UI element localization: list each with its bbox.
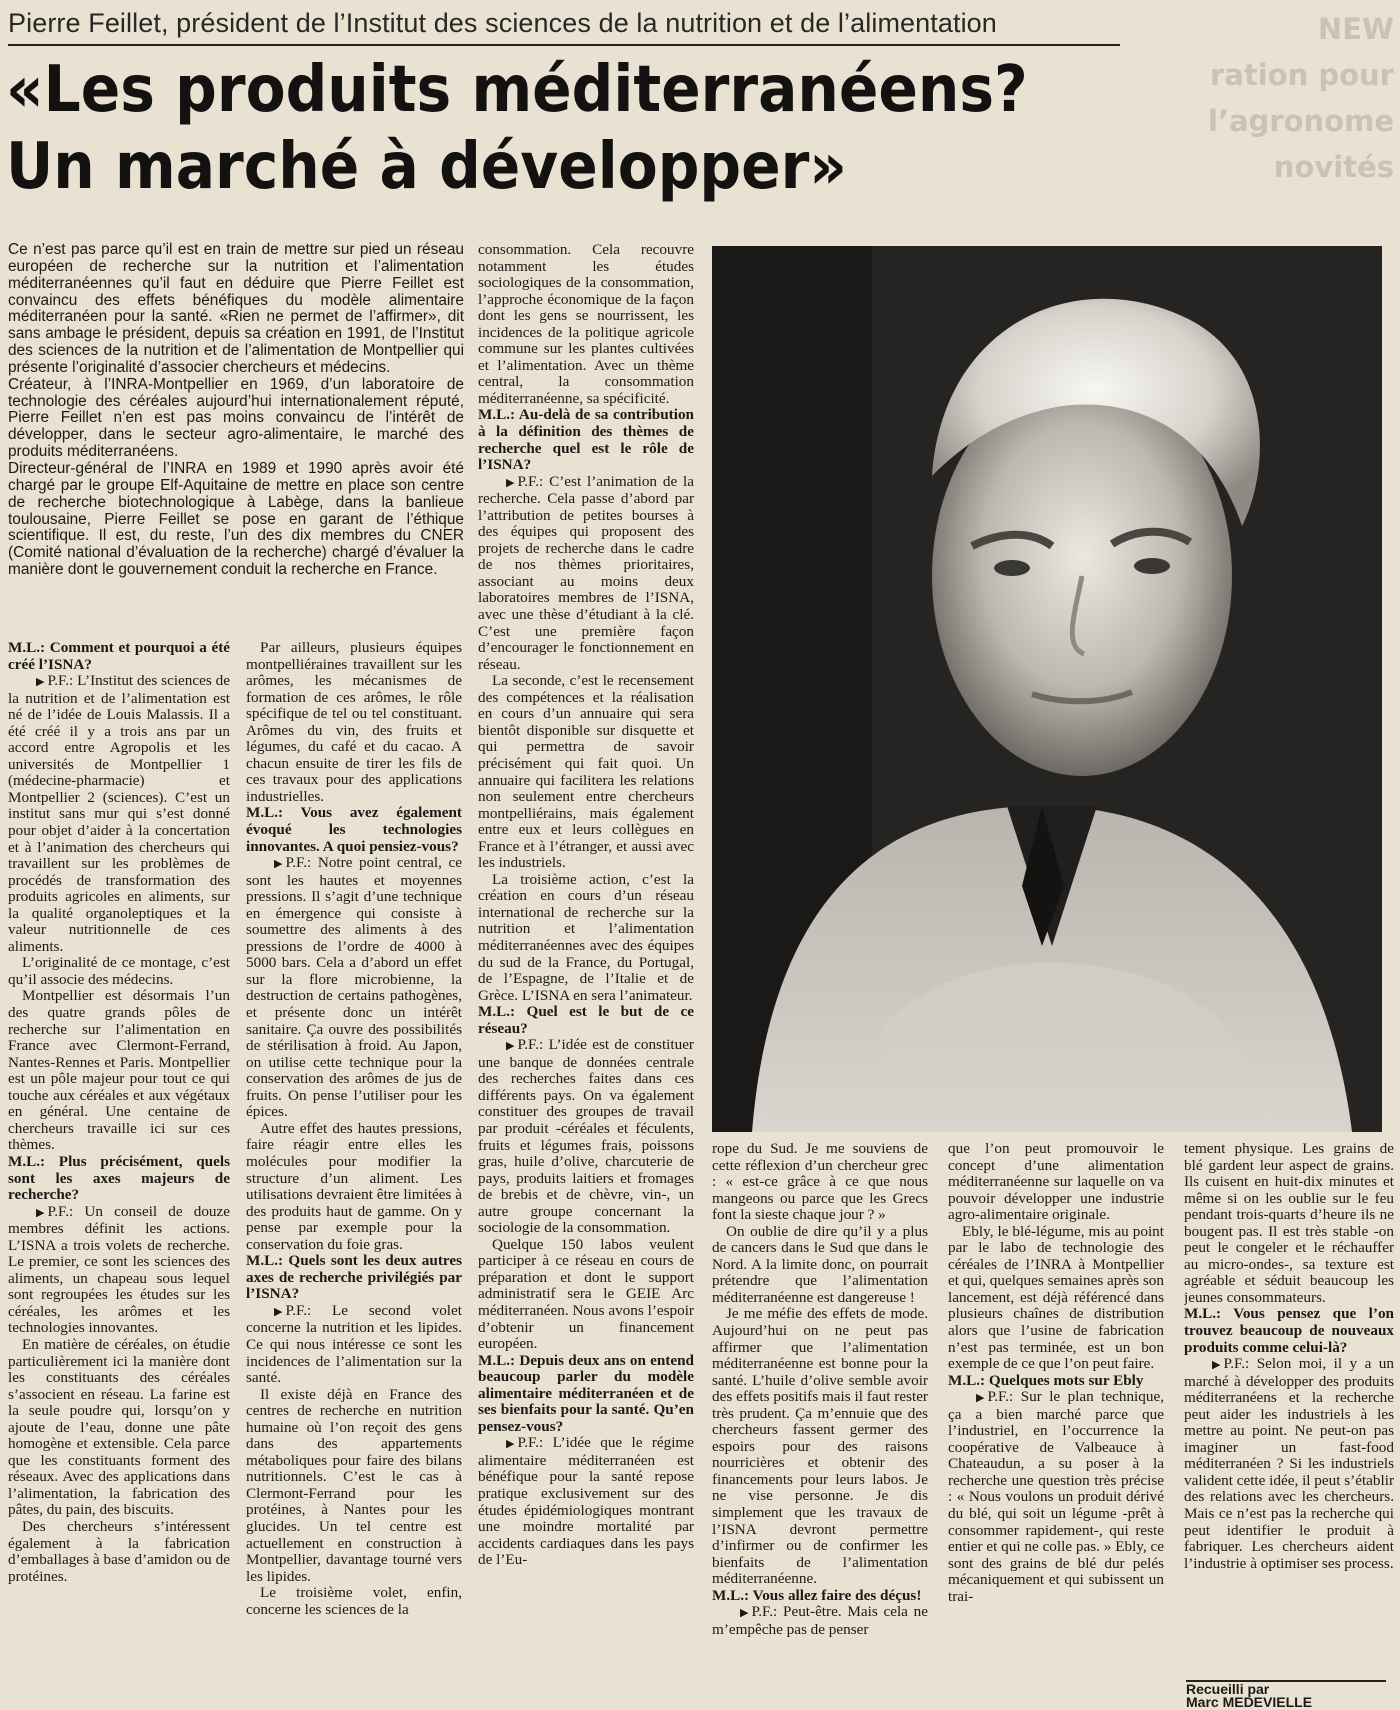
paragraph-text: Montpellier est désormais l’un des quatre grands pôles de recherche sur l’alimentation en France avec Clermont-Ferrand, Nantes-Rennes et Paris. Montpellier est un pôle majeur pour tout ce qui touche aux céréales et aux végétaux en général. Une centaine de chercheurs travaille ici sur ces thèmes. <box>8 987 230 1154</box>
byline <box>1186 1680 1386 1708</box>
paragraph-text: M.L.: Comment et pourquoi a été créé l’ISNA? <box>8 640 230 673</box>
ghost-line: ration pour <box>1210 58 1394 92</box>
interview-answer <box>478 1037 694 1237</box>
body-paragraph <box>478 872 694 1004</box>
paragraph-text: M.L.: Au-delà de sa contribution à la définition des thèmes de recherche quel est le rôle de l’ISNA? <box>478 406 694 474</box>
body-paragraph <box>8 1337 230 1519</box>
answer-marker-icon: ▶ <box>1212 1359 1221 1372</box>
paragraph-text: Ebly, le blé-légume, mis au point par le labo de technologie des céréales de l’INRA à Montpellier et qui, quelques semaines après son lancement, est déjà référencé dans plusieurs chaînes de distribution alors que l’usine de fabrication n’est pas terminée, est un bon exemple de ce que l’on peut faire. <box>948 1222 1164 1373</box>
paragraph-text: P.F.: Le second volet concerne la nutrition et les lipides. Ce qui nous intéresse ce sont les incidences de l’alimentation sur la santé. <box>246 1301 462 1387</box>
paragraph-text: Quelque 150 labos veulent participer à ce réseau en cours de préparation et dont le support administratif sera le GEIE Arc méditerranéen. Nous avons l’espoir d’obtenir un financement européen. <box>478 1235 694 1353</box>
paragraph-text: Il existe déjà en France des centres de recherche en nutrition humaine où l’on reçoit des gens dans des appartements métaboliques pour faire des bilans nutritionnels. C’est le cas à Clermont-Ferrand pour les protéines, à Nantes pour les glucides. Un tel centre est actuellement en construction à Montpellier, davantage tourné vers les lipides. <box>246 1385 462 1585</box>
body-paragraph <box>246 1121 462 1253</box>
paragraph-text: P.F.: Notre point central, ce sont les hautes et moyennes pressions. Il s’agit d’une technique en émergence qui consiste à soumettre des aliments à des pressions de l’ordre de 4000 à 5000 bars. Cela a d’abord un effet sur la flore microbienne, la destruction de certains pathogènes, et présente donc un intérêt sanitaire. Ça ouvre des possibilités de stérilisation à froid. Au Japon, on utilise cette technique pour la conservation des arômes de jus de fruits. On pense l’utiliser pour les épices. <box>246 854 462 1121</box>
paragraph-text: tement physique. Les grains de blé gardent leur aspect de grains. Ils cuisent en huit-dix minutes et même si on les oublie sur le feu pendant trois-quarts d’heure ils ne bougent pas. Il est très stable -on peut le congeler et le réchauffer au micro-ondes-, sa texture est agréable et séduit beaucoup les jeunes consommateurs. <box>1184 1141 1394 1306</box>
text-column-1 <box>8 640 230 1706</box>
paragraph-text: P.F.: Sur le plan technique, ça a bien marché parce que l’industriel, en l’occurrence la coopérative de Valbeauce à Chateaudun, a su poser à la recherche une question très précise : « Nous voulons un produit dérivé du blé, qui soit un légume -prêt à consommer rapidement-, qui reste entier et qui ne colle pas. » Ebly, ce sont des grains de blé dur pelés mécaniquement et qui subissent un trai- <box>948 1388 1164 1605</box>
paragraph-text: M.L.: Vous allez faire des déçus! <box>712 1586 922 1604</box>
interview-answer <box>246 1303 462 1387</box>
paragraph-text: En matière de céréales, on étudie particulièrement ici la manière dont les constituants des céréales s’associent en réseau. La farine est la seule poudre qui, lorsqu’on y ajoute de l’eau, donne une pâte homogène et extensible. Cela parce que les constituants forment des réseaux. Avec des applications dans l’alimentation, la fabrication des pâtes, du pain, des biscuits. <box>8 1335 230 1519</box>
interview-question <box>8 1154 230 1204</box>
interview-answer <box>478 1435 694 1568</box>
article-headline <box>6 52 1028 206</box>
paragraph-text: rope du Sud. Je me souviens de cette réflexion d’un chercheur grec : « est-ce grâce à ce que nous mangeons ou parce que les Grecs font la sieste chaque jour ? » <box>712 1141 928 1224</box>
paragraph-text: Autre effet des hautes pressions, faire réagir entre elles les molécules pour modifier la structure d’un aliment. Les utilisations devraient être limitées à des produits haut de gamme. On y pense par exemple pour la conservation du foie gras. <box>246 1119 462 1253</box>
headline-line-2: Un marché à développer» <box>6 130 847 204</box>
interview-answer <box>246 855 462 1121</box>
interview-question <box>712 1588 928 1605</box>
adjacent-article-bleed-through <box>1160 6 1394 228</box>
answer-marker-icon: ▶ <box>274 858 283 871</box>
paragraph-text: P.F.: C’est l’animation de la recherche. Cela passe d’abord par l’attribution de petites bourses à des équipes qui proposent des projets de recherche dans le cadre de nos thèmes prioritaires, associant au moins deux laboratoires membres de l’ISNA, avec une thèse d’étudiant à la clé. C’est une première façon d’encourager le fonctionnement en réseau. <box>478 472 694 673</box>
interview-question <box>246 1253 462 1303</box>
headline-line-1: «Les produits méditerranéens? <box>6 53 1028 127</box>
article-lead <box>8 242 464 628</box>
paragraph-text: M.L.: Quel est le but de ce réseau? <box>478 1003 694 1037</box>
body-paragraph <box>8 955 230 988</box>
body-paragraph <box>246 1387 462 1586</box>
ghost-line: novités <box>1273 150 1394 184</box>
paragraph-text: P.F.: Selon moi, il y a un marché à développer des produits méditerranéens et la recherche peut aider les industriels à les mettre au point. Ne peut-on pas imaginer un fast-food méditerranéen ? Si les industriels valident cette idée, il peut s’établir des relations avec les chercheurs. Mais ce n’est pas la recherche qui peut identifier le produit à fabriquer. Les chercheurs aident l’industrie à optimiser ses process. <box>1184 1355 1394 1572</box>
paragraph-text: Par ailleurs, plusieurs équipes montpelliéraines travaillent sur les arômes, les mécanismes de formation de ces arômes, le rôle spécifique de tel ou tel constituant. Arômes du vin, des fruits et légumes, du café et du cacao. A chacun ensuite de tirer les fils de ces travaux pour des applications industrielles. <box>246 640 462 805</box>
answer-marker-icon: ▶ <box>274 1305 283 1318</box>
paragraph-text: La troisième action, c’est la création en cours d’un réseau international de recherche sur la nutrition et l’alimentation méditerranéennes avec des équipes du sud de la France, du Portugal, de l’Espagne, de l’Italie et de Grèce. L’ISNA en sera l’animateur. <box>478 870 694 1004</box>
body-paragraph <box>712 1224 928 1307</box>
answer-marker-icon: ▶ <box>36 676 45 689</box>
paragraph-text: M.L.: Vous avez également évoqué les technologies innovantes. A quoi pensiez-vous? <box>246 804 462 855</box>
paragraph-text: M.L.: Plus précisément, quels sont les axes majeurs de recherche? <box>8 1152 230 1204</box>
interview-question <box>8 640 230 673</box>
interview-question <box>246 805 462 855</box>
body-paragraph <box>478 673 694 872</box>
continued-paragraph <box>1184 1141 1394 1306</box>
body-paragraph <box>948 1224 1164 1373</box>
paragraph-text: consommation. Cela recouvre notamment les études sociologiques de la consommation, l’approche économique de la façon dont les gens se nourrissent, les incidences de la politique agricole commune sur les plantes cultivées et l’alimentation. Avec un thème central, la consommation méditerranéenne, sa spécificité. <box>478 242 694 407</box>
body-paragraph <box>8 988 230 1153</box>
body-paragraph <box>246 1585 462 1618</box>
text-column-2 <box>246 640 462 1706</box>
portrait-photo <box>712 246 1382 1132</box>
paragraph-text: Le troisième volet, enfin, concerne les sciences de la <box>246 1584 462 1618</box>
lead-paragraph: Directeur-général de l’INRA en 1989 et 1990 après avoir été chargé par le groupe Elf-Aquitaine de mettre en place son centre de recherche biotechnologique à Labège, dans la banlieue toulousaine, Pierre Feillet se pose en garant de l’éthique scientifique. Il est, du reste, l’un des dix membres du CNER (Comité national d’évaluation de la recherche) chargé d’évaluer la manière dont le gouvernement conduit la recherche en France. <box>8 459 464 579</box>
body-paragraph <box>478 1237 694 1353</box>
paragraph-text: P.F.: Peut-être. Mais cela ne m’empêche pas de penser <box>712 1603 928 1638</box>
interview-answer <box>8 673 230 955</box>
continued-paragraph <box>948 1141 1164 1224</box>
paragraph-text: P.F.: L’idée est de constituer une banque de données centrale des recherches faites dans ces différents pays. On va également constituer des groupes de travail par produit -céréales et féculents, fruits et légumes frais, poissons gras, huile d’olive, charcuterie de pays, produits laitiers et fromages de brebis et de chèvre, vin-, un autre groupe concernant la sociologie de la consommation. <box>478 1036 694 1237</box>
interview-answer <box>712 1604 928 1638</box>
paragraph-text: M.L.: Quelques mots sur Ebly <box>948 1371 1144 1389</box>
interview-answer <box>1184 1356 1394 1572</box>
paragraph-text: L’originalité de ce montage, c’est qu’il associe des médecins. <box>8 954 230 988</box>
paragraph-text: M.L.: Vous pensez que l’on trouvez beaucoup de nouveaux produits comme celui-là? <box>1184 1305 1394 1356</box>
ghost-line: NEW <box>1317 12 1394 46</box>
answer-marker-icon: ▶ <box>36 1206 45 1219</box>
interview-answer <box>478 474 694 674</box>
paragraph-text: La seconde, c’est le recensement des compétences et la réalisation en cours d’un annuaire qui sera bientôt disponible sur disquette et qui permettra de savoir précisément qui fait quoi. Un annuaire qui facilitera les relations non seulement entre chercheurs montpelliérains, mais également entre eux et leurs collègues en France et à l’étranger, et aussi avec les industriels. <box>478 672 694 872</box>
interview-question <box>478 1004 694 1037</box>
portrait-image <box>712 246 1382 1132</box>
text-column-4 <box>712 1141 928 1706</box>
paragraph-text: que l’on peut promouvoir le concept d’une alimentation méditerranéenne sur laquelle on va pouvoir développer une industrie agro-alimentaire originale. <box>948 1141 1164 1224</box>
answer-marker-icon: ▶ <box>506 1438 515 1451</box>
paragraph-text: On oublie de dire qu’il y a plus de cancers dans le Sud que dans le Nord. A la limite donc, on pourrait prétendre que l’alimentation méditerranéenne est dangereuse ! <box>712 1222 928 1306</box>
body-paragraph <box>8 1519 230 1585</box>
continued-paragraph <box>712 1141 928 1224</box>
lead-paragraph: Ce n’est pas parce qu’il est en train de mettre sur pied un réseau européen de recherche sur la nutrition et l’alimentation méditerranéennes qu’il faut en déduire que Pierre Feillet est convaincu des effets bénéfiques du modèle alimentaire méditerranéen pour la santé. «Rien ne permet de l’affirmer», dit sans ambage le président, depuis sa création en 1991, de l’Institut des sciences de la nutrition et de l’alimentation de Montpellier qui présente l’originalité d’associer chercheurs et médecins. <box>8 242 464 376</box>
byline-label: Recueilli par <box>1186 1681 1270 1697</box>
ghost-line: l’agronome <box>1208 104 1394 138</box>
answer-marker-icon: ▶ <box>506 476 515 489</box>
paragraph-text: Je me méfie des effets de mode. Aujourd’hui on ne peut pas affirmer que l’alimentation méditerranéenne est bonne pour la santé. L’huile d’olive semble avoir des effets positifs mais il faut rester très prudent. Ça m’ennuie que des chercheurs fassent germer des espoirs pour des raisons nourricières et obtenir des financements pour leurs labos. Je ne vise personne. Je dis simplement que les travaux de l’ISNA devront permettre d’infirmer ou de confirmer les bienfaits de l’alimentation méditerranéenne. <box>712 1305 928 1588</box>
interview-question <box>1184 1306 1394 1356</box>
interview-answer <box>948 1389 1164 1605</box>
interview-question <box>478 407 694 473</box>
text-column-3 <box>478 242 694 1706</box>
continued-paragraph <box>478 242 694 407</box>
paragraph-text: Des chercheurs s’intéressent également à la fabrication d’emballages à base d’amidon ou de protéines. <box>8 1517 230 1585</box>
paragraph-text: M.L.: Depuis deux ans on entend beaucoup parler du modèle alimentaire méditerranéen et de ses bienfaits pour la santé. Qu’en pensez-vous? <box>478 1351 694 1435</box>
body-paragraph <box>712 1306 928 1587</box>
answer-marker-icon: ▶ <box>740 1607 749 1620</box>
answer-marker-icon: ▶ <box>506 1040 515 1053</box>
byline-author: Marc MEDEVIELLE <box>1186 1694 1313 1710</box>
text-column-6 <box>1184 1141 1394 1678</box>
body-paragraph <box>246 640 462 805</box>
paragraph-text: M.L.: Quels sont les deux autres axes de recherche privilégiés par l’ISNA? <box>246 1252 462 1303</box>
paragraph-text: P.F.: L’Institut des sciences de la nutrition et de l’alimentation est né de l’idée de Louis Malassis. Il a été créé il y a trois ans par un accord entre Agropolis et les universités de Montpellier 1 (médecine-pharmacie) et Montpellier 2 (sciences). C’est un institut sans mur qui s’est donné pour objet d’aider à la concertation et à l’animation des chercheurs qui travaillent sur les problèmes de procédés de transformation des produits agricoles en aliments, sur la qualité organoleptiques et la valeur nutritionnelle de ces aliments. <box>8 672 230 955</box>
interview-question <box>478 1353 694 1436</box>
paragraph-text: P.F.: Un conseil de douze membres définit les actions. L’ISNA a trois volets de recherche. Le premier, ce sont les sciences des aliments, un chapeau sous lequel sont regroupées les études sur les céréales, les arômes et les technologies innovantes. <box>8 1202 230 1337</box>
text-column-5 <box>948 1141 1164 1706</box>
article-kicker: Pierre Feillet, président de l’Institut des sciences de la nutrition et de l’alimentation <box>8 6 1120 46</box>
interview-answer <box>8 1204 230 1337</box>
paragraph-text: P.F.: L’idée que le régime alimentaire méditerranéen est bénéfique pour la santé repose pratique exclusivement sur des études épidémiologiques montrant une moindre mortalité par accidents cardiaques dans les pays de l’Eu- <box>478 1434 694 1569</box>
answer-marker-icon: ▶ <box>976 1392 985 1405</box>
interview-question <box>948 1373 1164 1390</box>
lead-paragraph: Créateur, à l’INRA-Montpellier en 1969, d’un laboratoire de technologie des céréales aujourd’hui internationalement réputé, Pierre Feillet n’en est pas moins convaincu de l’intérêt de développer, dans le secteur agro-alimentaire, le marché des produits méditerranéens. <box>8 375 464 461</box>
